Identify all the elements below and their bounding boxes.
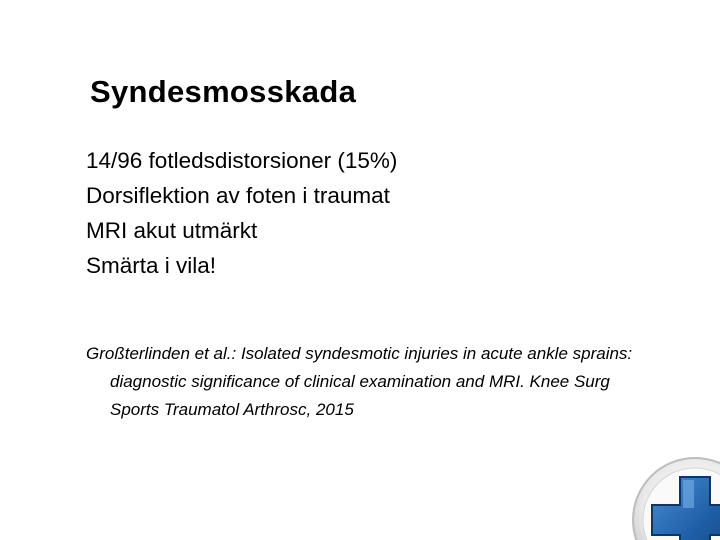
blue-cross-badge-icon	[630, 455, 720, 540]
reference-citation: Großterlinden et al.: Isolated syndesmotic injuries in acute ankle sprains: diagnostic significance of clinical examination and MRI. Knee Surg Sports Traumatol Arthrosc, 2015	[86, 344, 633, 419]
bullet-item: 14/96 fotledsdistorsioner (15%)	[86, 148, 398, 173]
slide-title: Syndesmosskada	[90, 74, 357, 109]
bullet-item: Smärta i vila!	[86, 253, 217, 278]
bullet-list	[86, 143, 397, 283]
bullet-item: MRI akut utmärkt	[86, 218, 258, 243]
bullet-item: Dorsiflektion av foten i traumat	[86, 183, 390, 208]
